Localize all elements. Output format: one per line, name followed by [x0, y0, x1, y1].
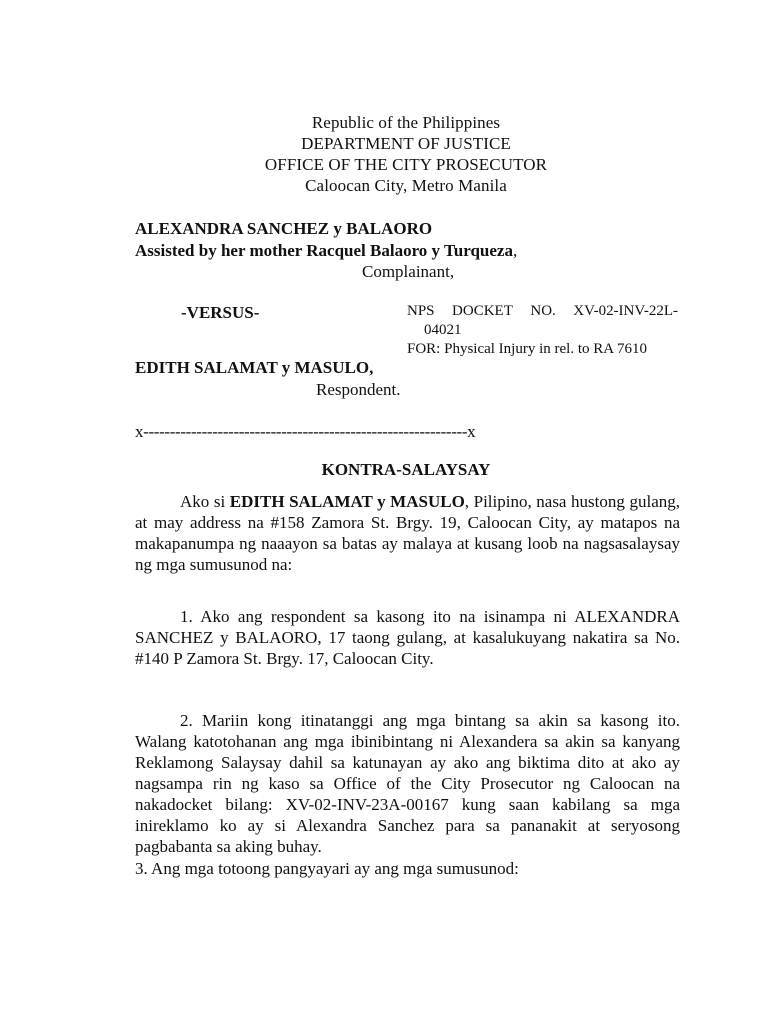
heading-location: Caloocan City, Metro Manila — [305, 176, 507, 195]
caption-separator: x-------------------------------------------------------------x — [135, 422, 476, 441]
document-title: KONTRA-SALAYSAY — [321, 460, 491, 479]
complainant-name: ALEXANDRA SANCHEZ y BALAORO — [135, 219, 433, 238]
docket-number-part2: 04021 — [424, 322, 462, 338]
paragraph-1 — [135, 606, 680, 669]
heading-department: DEPARTMENT OF JUSTICE — [301, 134, 511, 153]
docket-number-line — [407, 302, 678, 321]
document-heading — [0, 112, 768, 196]
complainant-assisted-line — [135, 240, 517, 261]
respondent-role: Respondent. — [316, 380, 401, 399]
paragraph-2 — [135, 710, 680, 857]
docket-for-line: FOR: Physical Injury in rel. to RA 7610 — [407, 341, 647, 357]
complainant-assisted-comma: , — [512, 241, 518, 260]
paragraph-3 — [135, 858, 680, 879]
intro-paragraph — [135, 491, 680, 575]
paragraph-2-text: 2. Mariin kong itinatanggi ang mga bintang sa akin sa kasong ito. Walang katotohanan ang mga ibinibintang ni Alexandera sa akin sa kanyang Reklamong Salaysay dahil sa katunayan ay ako ang biktima dito at ako ay nagsampa rin ng kaso sa Office of the City Prosecutor ng Caloocan na nakadocket bilang: XV-02-INV-23A-00167 kung saan kabilang sa mga inireklamo ko ay si Alexandra Sanchez para sa pananakit at seryosong pagbabanta sa aking buhay. — [135, 711, 680, 856]
versus-label: -VERSUS- — [181, 303, 260, 322]
docket-word: DOCKET — [452, 303, 513, 319]
docket-nps: NPS — [407, 303, 435, 319]
heading-republic: Republic of the Philippines — [311, 113, 501, 132]
intro-rest-line1: , Pilipino, nasa hustong — [464, 492, 625, 511]
paragraph-3-text: 3. Ang mga totoong pangyayari ay ang mga sumusunod: — [135, 859, 519, 878]
respondent-name: EDITH SALAMAT y MASULO, — [135, 358, 374, 377]
docket-number-part1: XV-02-INV-22L- — [573, 303, 678, 319]
complainant-role: Complainant, — [362, 262, 455, 281]
intro-rest: gulang, at may address na #158 Zamora St. Brgy. 19, Caloocan City, ay matapos na makapanumpa ng naaayon sa batas ay malaya at kusang loob na nagsasalaysay ng mga sumusunod na: — [135, 492, 680, 574]
complainant-assisted: Assisted by her mother Racquel Balaoro y Turqueza — [135, 241, 513, 260]
intro-lead: Ako si — [180, 492, 230, 511]
heading-office: OFFICE OF THE CITY PROSECUTOR — [264, 155, 548, 174]
affiant-name: EDITH SALAMAT y MASULO — [229, 492, 465, 511]
docket-no: NO. — [530, 303, 556, 319]
paragraph-1-text: 1. Ako ang respondent sa kasong ito na isinampa ni ALEXANDRA SANCHEZ y BALAORO, 17 taong gulang, at kasalukuyang nakatira sa No. #140 P Zamora St. Brgy. 17, Caloocan City. — [135, 607, 680, 668]
docket-block — [407, 302, 678, 359]
